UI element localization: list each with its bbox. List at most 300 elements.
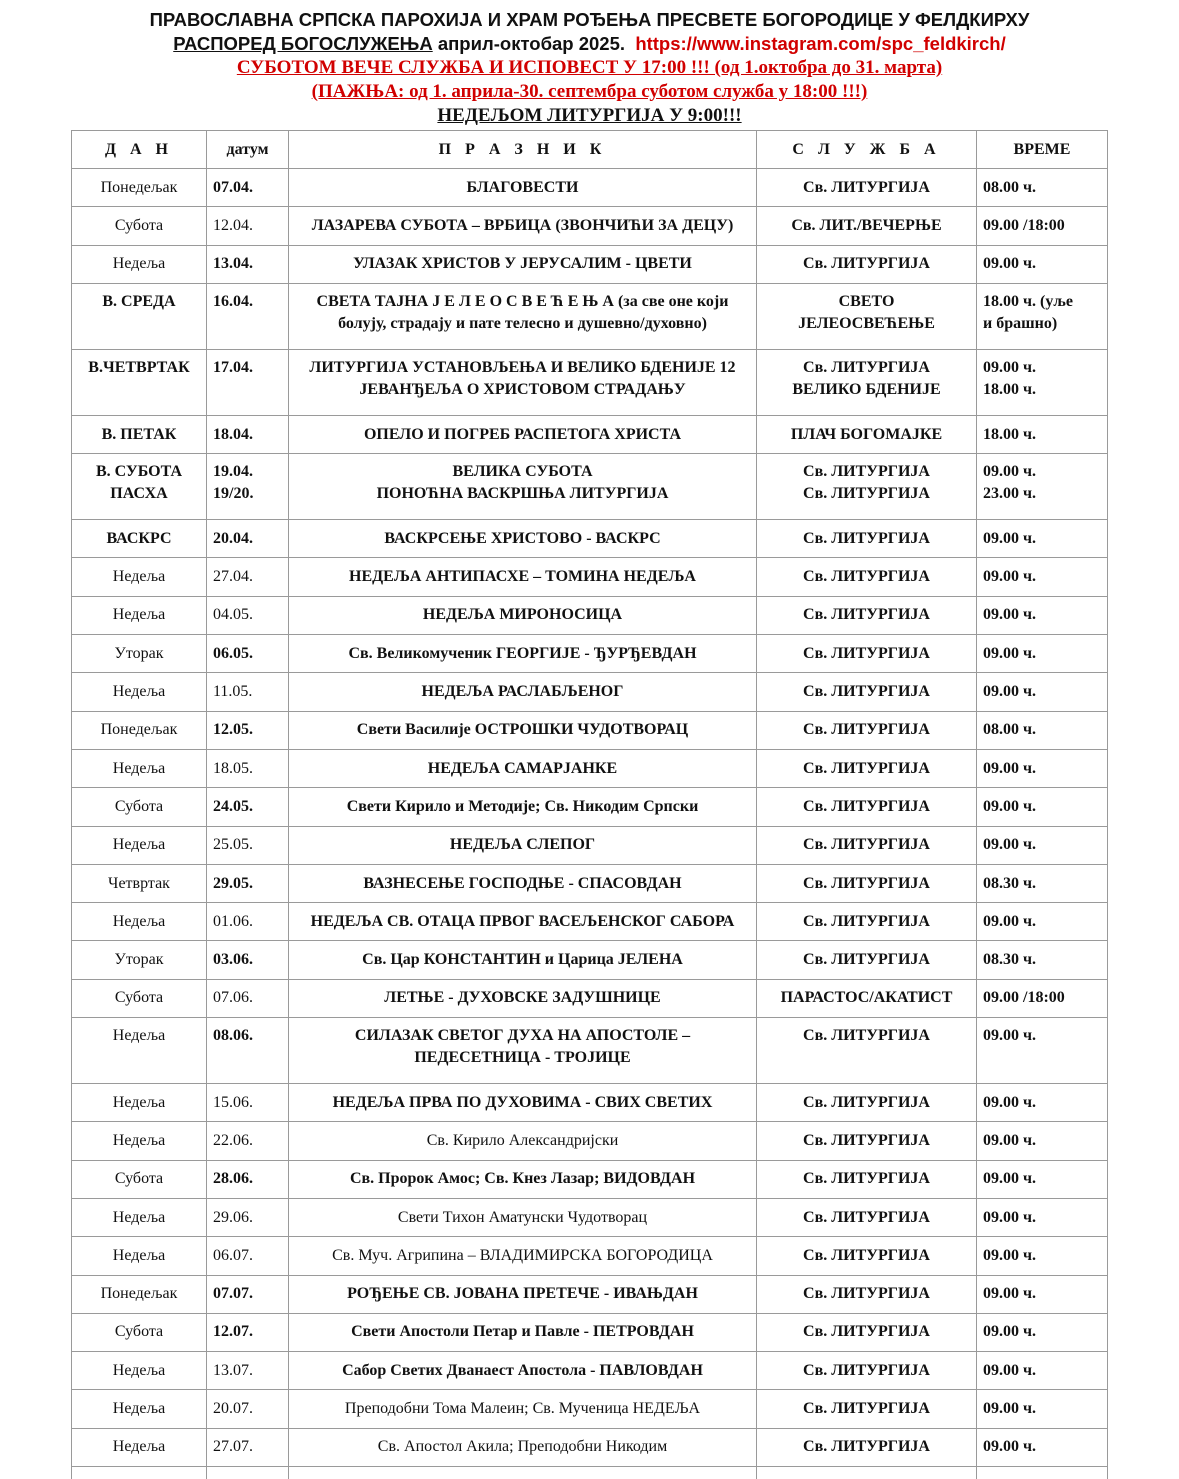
day-cell xyxy=(72,788,207,826)
date-cell xyxy=(207,635,289,673)
feast-cell xyxy=(289,1390,757,1428)
service-cell xyxy=(757,245,977,283)
time-cell-text: 09.00 /18:00 xyxy=(983,215,1101,237)
feast-cell xyxy=(289,283,757,349)
feast-cell xyxy=(289,749,757,787)
table-row xyxy=(72,207,1108,245)
feast-cell-text: Свети Василије ОСТРОШКИ ЧУДОТВОРАЦ xyxy=(295,719,750,741)
feast-cell xyxy=(289,596,757,634)
time-cell xyxy=(977,1390,1108,1428)
day-cell-text: ПАСХА xyxy=(78,483,200,505)
service-cell-text: ВЕЛИКО БДЕНИЈЕ xyxy=(763,379,970,401)
service-cell-text: Св. ЛИТУРГИЈА xyxy=(763,461,970,483)
table-row-partial xyxy=(72,1467,1108,1479)
service-cell xyxy=(757,788,977,826)
time-cell xyxy=(977,903,1108,941)
service-cell xyxy=(757,711,977,749)
table-row xyxy=(72,169,1108,207)
service-cell-text: Св. ЛИТУРГИЈА xyxy=(763,681,970,703)
table-row xyxy=(72,1018,1108,1084)
header-time: ВРЕМЕ xyxy=(977,131,1108,169)
date-cell-text: 17.04. xyxy=(213,357,282,379)
empty-cell xyxy=(977,1467,1108,1479)
feast-cell-text: Св. Муч. Агрипина – ВЛАДИМИРСКА БОГОРОДИЦА xyxy=(295,1245,750,1267)
service-cell xyxy=(757,1160,977,1198)
day-cell xyxy=(72,596,207,634)
service-cell xyxy=(757,1428,977,1466)
service-cell xyxy=(757,1018,977,1084)
time-cell-text: 09.00 ч. xyxy=(983,1245,1101,1267)
date-cell xyxy=(207,520,289,558)
date-cell-text: 20.07. xyxy=(213,1398,282,1420)
time-cell-text: 09.00 ч. xyxy=(983,528,1101,550)
table-row xyxy=(72,1237,1108,1275)
service-cell xyxy=(757,1313,977,1351)
date-cell-text: 07.06. xyxy=(213,987,282,1009)
feast-cell-text: Св. Пророк Амос; Св. Кнез Лазар; ВИДОВДАН xyxy=(295,1168,750,1190)
date-cell-text: 12.07. xyxy=(213,1321,282,1343)
date-cell-text: 27.07. xyxy=(213,1436,282,1458)
feast-cell xyxy=(289,245,757,283)
feast-cell-text: ПЕДЕСЕТНИЦА - ТРОЈИЦЕ xyxy=(295,1047,750,1069)
service-cell xyxy=(757,1275,977,1313)
feast-cell xyxy=(289,558,757,596)
time-cell xyxy=(977,349,1108,415)
time-cell xyxy=(977,864,1108,902)
table-row xyxy=(72,749,1108,787)
service-cell xyxy=(757,864,977,902)
service-cell-text: Св. ЛИТУРГИЈА xyxy=(763,758,970,780)
date-cell-text: 16.04. xyxy=(213,291,282,313)
day-cell-text: Четвртак xyxy=(78,873,200,895)
day-cell xyxy=(72,979,207,1017)
service-cell-text: Св. ЛИТУРГИЈА xyxy=(763,643,970,665)
day-cell-text: Недеља xyxy=(78,758,200,780)
date-cell xyxy=(207,1237,289,1275)
feast-cell-text: ВЕЛИКА СУБОТА xyxy=(295,461,750,483)
service-cell xyxy=(757,1237,977,1275)
time-cell xyxy=(977,788,1108,826)
day-cell-text: Недеља xyxy=(78,566,200,588)
feast-cell xyxy=(289,711,757,749)
service-cell-text: Св. ЛИТУРГИЈА xyxy=(763,1245,970,1267)
instagram-link[interactable]: https://www.instagram.com/spc_feldkirch/ xyxy=(635,33,1005,54)
feast-cell xyxy=(289,979,757,1017)
date-cell xyxy=(207,749,289,787)
service-cell xyxy=(757,979,977,1017)
day-cell-text: Недеља xyxy=(78,1130,200,1152)
table-row xyxy=(72,1313,1108,1351)
date-cell-text: 19.04. xyxy=(213,461,282,483)
time-cell xyxy=(977,941,1108,979)
service-cell-text: Св. ЛИТУРГИЈА xyxy=(763,1436,970,1458)
feast-cell-text: ЈЕВАНЂЕЉА О ХРИСТОВОМ СТРАДАЊУ xyxy=(295,379,750,401)
service-cell-text: Св. ЛИТУРГИЈА xyxy=(763,1321,970,1343)
service-cell-text: Св. ЛИТУРГИЈА xyxy=(763,604,970,626)
service-cell-text: Св. ЛИТУРГИЈА xyxy=(763,834,970,856)
date-cell xyxy=(207,941,289,979)
service-cell-text: Св. ЛИТУРГИЈА xyxy=(763,177,970,199)
day-cell xyxy=(72,1084,207,1122)
day-cell-text: Недеља xyxy=(78,681,200,703)
service-cell-text: ПЛАЧ БОГОМАЈКЕ xyxy=(763,424,970,446)
day-cell xyxy=(72,1390,207,1428)
time-cell-text: 09.00 ч. xyxy=(983,796,1101,818)
table-row xyxy=(72,283,1108,349)
day-cell-text: Недеља xyxy=(78,911,200,933)
time-cell-text: 08.30 ч. xyxy=(983,873,1101,895)
day-cell-text: Понедељак xyxy=(78,177,200,199)
schedule-title: РАСПОРЕД БОГОСЛУЖЕЊА xyxy=(173,33,432,54)
table-row xyxy=(72,1084,1108,1122)
feast-cell-text: ОПЕЛО И ПОГРЕБ РАСПЕТОГА ХРИСТА xyxy=(295,424,750,446)
date-cell-text: 13.04. xyxy=(213,253,282,275)
service-cell xyxy=(757,1390,977,1428)
day-cell xyxy=(72,1428,207,1466)
day-cell-text: Недеља xyxy=(78,1207,200,1229)
feast-cell-text: НЕДЕЉА СВ. ОТАЦА ПРВОГ ВАСЕЉЕНСКОГ САБОРА xyxy=(295,911,750,933)
day-cell-text: Субота xyxy=(78,1321,200,1343)
saturday-evening-notice: СУБОТОМ ВЕЧЕ СЛУЖБА И ИСПОВЕСТ У 17:00 !!! (од 1.октобра до 31. марта) xyxy=(0,56,1179,80)
service-cell-text: Св. ЛИТУРГИЈА xyxy=(763,357,970,379)
service-cell-text: СВЕТО xyxy=(763,291,970,313)
service-cell-text: Св. ЛИТУРГИЈА xyxy=(763,911,970,933)
table-row xyxy=(72,1275,1108,1313)
table-row xyxy=(72,635,1108,673)
date-cell-text: 13.07. xyxy=(213,1360,282,1382)
date-cell xyxy=(207,596,289,634)
service-cell xyxy=(757,749,977,787)
time-cell xyxy=(977,711,1108,749)
table-row xyxy=(72,941,1108,979)
service-cell-text: Св. ЛИТУРГИЈА xyxy=(763,873,970,895)
service-cell-text: Св. ЛИТУРГИЈА xyxy=(763,1207,970,1229)
feast-cell-text: Свети Апостоли Петар и Павле - ПЕТРОВДАН xyxy=(295,1321,750,1343)
day-cell xyxy=(72,711,207,749)
feast-cell xyxy=(289,1275,757,1313)
feast-cell-text: НЕДЕЉА МИРОНОСИЦА xyxy=(295,604,750,626)
day-cell-text: Недеља xyxy=(78,1360,200,1382)
service-cell-text: Св. ЛИТУРГИЈА xyxy=(763,796,970,818)
day-cell xyxy=(72,1018,207,1084)
day-cell-text: Недеља xyxy=(78,1092,200,1114)
time-cell xyxy=(977,415,1108,453)
service-cell-text: Св. ЛИТУРГИЈА xyxy=(763,1130,970,1152)
feast-cell xyxy=(289,864,757,902)
feast-cell-text: НЕДЕЉА РАСЛАБЉЕНОГ xyxy=(295,681,750,703)
time-cell xyxy=(977,454,1108,520)
feast-cell-text: НЕДЕЉА ПРВА ПО ДУХОВИМА - СВИХ СВЕТИХ xyxy=(295,1092,750,1114)
service-cell-text: Св. ЛИТУРГИЈА xyxy=(763,566,970,588)
date-cell xyxy=(207,1313,289,1351)
feast-cell-text: болују, страдају и пате телесно и душевно/духовно) xyxy=(295,313,750,335)
time-cell xyxy=(977,283,1108,349)
time-cell xyxy=(977,245,1108,283)
time-cell xyxy=(977,596,1108,634)
time-cell xyxy=(977,1352,1108,1390)
feast-cell xyxy=(289,207,757,245)
time-cell-text: и брашно) xyxy=(983,313,1101,335)
date-cell xyxy=(207,283,289,349)
date-cell-text: 24.05. xyxy=(213,796,282,818)
day-cell xyxy=(72,1275,207,1313)
day-cell xyxy=(72,635,207,673)
empty-cell xyxy=(757,1467,977,1479)
feast-cell-text: УЛАЗАК ХРИСТОВ У ЈЕРУСАЛИМ - ЦВЕТИ xyxy=(295,253,750,275)
time-cell-text: 18.00 ч. xyxy=(983,424,1101,446)
day-cell-text: Уторак xyxy=(78,643,200,665)
schedule-rows xyxy=(72,169,1108,1479)
date-cell xyxy=(207,1352,289,1390)
time-cell xyxy=(977,1084,1108,1122)
time-cell xyxy=(977,826,1108,864)
time-cell-text: 09.00 ч. xyxy=(983,1092,1101,1114)
feast-cell xyxy=(289,1122,757,1160)
service-cell-text: Св. ЛИТУРГИЈА xyxy=(763,253,970,275)
parish-title: ПРАВОСЛАВНА СРПСКА ПАРОХИЈА И ХРАМ РОЂЕЊА ПРЕСВЕТЕ БОГОРОДИЦЕ У ФЕЛДКИРХУ xyxy=(0,8,1179,32)
feast-cell-text: Св. Цар КОНСТАНТИН и Царица ЈЕЛЕНА xyxy=(295,949,750,971)
date-cell xyxy=(207,349,289,415)
feast-cell xyxy=(289,1313,757,1351)
feast-cell-text: СИЛАЗАК СВЕТОГ ДУХА НА АПОСТОЛЕ – xyxy=(295,1025,750,1047)
service-cell-text: Св. ЛИТУРГИЈА xyxy=(763,1025,970,1047)
time-cell xyxy=(977,1160,1108,1198)
date-cell xyxy=(207,788,289,826)
time-cell-text: 09.00 ч. xyxy=(983,758,1101,780)
feast-cell xyxy=(289,415,757,453)
time-cell-text: 09.00 ч. xyxy=(983,911,1101,933)
feast-cell xyxy=(289,169,757,207)
service-cell-text: Св. ЛИТУРГИЈА xyxy=(763,1283,970,1305)
service-cell xyxy=(757,207,977,245)
day-cell-text: Недеља xyxy=(78,1398,200,1420)
time-cell-text: 09.00 ч. xyxy=(983,834,1101,856)
table-row xyxy=(72,245,1108,283)
table-row xyxy=(72,864,1108,902)
date-cell-text: 07.04. xyxy=(213,177,282,199)
feast-cell xyxy=(289,903,757,941)
date-cell xyxy=(207,1084,289,1122)
time-cell xyxy=(977,1313,1108,1351)
date-cell xyxy=(207,454,289,520)
day-cell xyxy=(72,558,207,596)
feast-cell-text: ВАСКРСЕЊЕ ХРИСТОВО - ВАСКРС xyxy=(295,528,750,550)
day-cell-text: В.ЧЕТВРТАК xyxy=(78,357,200,379)
time-cell xyxy=(977,1122,1108,1160)
time-cell xyxy=(977,749,1108,787)
date-cell xyxy=(207,673,289,711)
time-cell-text: 09.00 ч. xyxy=(983,1207,1101,1229)
day-cell xyxy=(72,1198,207,1236)
time-cell-text: 09.00 ч. xyxy=(983,357,1101,379)
date-cell-text: 28.06. xyxy=(213,1168,282,1190)
table-row xyxy=(72,349,1108,415)
date-cell xyxy=(207,903,289,941)
time-cell xyxy=(977,558,1108,596)
time-cell-text: 09.00 ч. xyxy=(983,1130,1101,1152)
service-cell-text: ПАРАСТОС/АКАТИСТ xyxy=(763,987,970,1009)
date-cell-text: 01.06. xyxy=(213,911,282,933)
date-cell-text: 15.06. xyxy=(213,1092,282,1114)
date-cell xyxy=(207,864,289,902)
service-cell xyxy=(757,415,977,453)
schedule-period: април-октобар 2025. xyxy=(433,33,625,54)
table-row xyxy=(72,826,1108,864)
table-row xyxy=(72,596,1108,634)
table-row xyxy=(72,520,1108,558)
feast-cell xyxy=(289,941,757,979)
date-cell xyxy=(207,415,289,453)
time-cell-text: 18.00 ч. (уље xyxy=(983,291,1101,313)
date-cell xyxy=(207,1198,289,1236)
time-cell-text: 09.00 ч. xyxy=(983,1321,1101,1343)
feast-cell xyxy=(289,454,757,520)
service-cell-text: Св. ЛИТУРГИЈА xyxy=(763,483,970,505)
day-cell xyxy=(72,283,207,349)
time-cell-text: 09.00 ч. xyxy=(983,1283,1101,1305)
date-cell-text: 06.07. xyxy=(213,1245,282,1267)
feast-cell-text: ЛЕТЊЕ - ДУХОВСКЕ ЗАДУШНИЦЕ xyxy=(295,987,750,1009)
service-cell xyxy=(757,596,977,634)
date-cell-text: 20.04. xyxy=(213,528,282,550)
day-cell xyxy=(72,1352,207,1390)
service-cell xyxy=(757,1198,977,1236)
day-cell-text: Недеља xyxy=(78,1436,200,1458)
date-cell xyxy=(207,169,289,207)
header-day: Д А Н xyxy=(72,131,207,169)
table-row xyxy=(72,1122,1108,1160)
time-cell-text: 08.00 ч. xyxy=(983,177,1101,199)
date-cell-text: 18.04. xyxy=(213,424,282,446)
header-date: датум xyxy=(207,131,289,169)
time-cell xyxy=(977,1018,1108,1084)
table-row xyxy=(72,558,1108,596)
service-cell-text: Св. ЛИТУРГИЈА xyxy=(763,528,970,550)
day-cell-text: В. СРЕДА xyxy=(78,291,200,313)
table-row xyxy=(72,673,1108,711)
feast-cell-text: СВЕТА ТАЈНА Ј Е Л Е О С В Е Ћ Е Њ А (за све оне који xyxy=(295,291,750,313)
feast-cell-text: ВАЗНЕСЕЊЕ ГОСПОДЊЕ - СПАСОВДАН xyxy=(295,873,750,895)
time-cell xyxy=(977,1198,1108,1236)
time-cell-text: 08.00 ч. xyxy=(983,719,1101,741)
feast-cell xyxy=(289,1160,757,1198)
service-cell xyxy=(757,673,977,711)
service-cell xyxy=(757,283,977,349)
time-cell-text: 09.00 ч. xyxy=(983,681,1101,703)
day-cell xyxy=(72,941,207,979)
time-cell xyxy=(977,635,1108,673)
day-cell-text: Субота xyxy=(78,215,200,237)
service-cell-text: Св. ЛИТУРГИЈА xyxy=(763,719,970,741)
table-row xyxy=(72,979,1108,1017)
time-cell xyxy=(977,1237,1108,1275)
service-cell-text: Св. ЛИТУРГИЈА xyxy=(763,949,970,971)
time-cell xyxy=(977,169,1108,207)
service-cell xyxy=(757,1084,977,1122)
feast-cell-text: НЕДЕЉА СЛЕПОГ xyxy=(295,834,750,856)
service-cell xyxy=(757,349,977,415)
feast-cell-text: Св. Апостол Акила; Преподобни Никодим xyxy=(295,1436,750,1458)
date-cell-text: 03.06. xyxy=(213,949,282,971)
time-cell-text: 09.00 ч. xyxy=(983,643,1101,665)
day-cell-text: Недеља xyxy=(78,604,200,626)
time-cell xyxy=(977,979,1108,1017)
date-cell-text: 27.04. xyxy=(213,566,282,588)
day-cell xyxy=(72,673,207,711)
feast-cell-text: НЕДЕЉА АНТИПАСХЕ – ТОМИНА НЕДЕЉА xyxy=(295,566,750,588)
date-cell xyxy=(207,711,289,749)
day-cell-text: Недеља xyxy=(78,253,200,275)
date-cell xyxy=(207,1122,289,1160)
day-cell xyxy=(72,1237,207,1275)
service-cell-text: Св. ЛИТУРГИЈА xyxy=(763,1168,970,1190)
time-cell-text: 08.30 ч. xyxy=(983,949,1101,971)
time-cell xyxy=(977,1275,1108,1313)
service-cell-text: Св. ЛИТУРГИЈА xyxy=(763,1360,970,1382)
table-row xyxy=(72,415,1108,453)
day-cell xyxy=(72,826,207,864)
day-cell-text: Понедељак xyxy=(78,1283,200,1305)
document-header xyxy=(0,0,1179,128)
date-cell-text: 07.07. xyxy=(213,1283,282,1305)
day-cell-text: В. СУБОТА xyxy=(78,461,200,483)
time-cell-text: 09.00 ч. xyxy=(983,566,1101,588)
day-cell-text: Понедељак xyxy=(78,719,200,741)
feast-cell xyxy=(289,1237,757,1275)
service-cell-text: Св. ЛИТУРГИЈА xyxy=(763,1092,970,1114)
service-cell xyxy=(757,1352,977,1390)
service-cell-text: ЈЕЛЕОСВЕЋЕЊЕ xyxy=(763,313,970,335)
time-cell-text: 23.00 ч. xyxy=(983,483,1101,505)
date-cell xyxy=(207,1160,289,1198)
service-cell xyxy=(757,635,977,673)
time-cell xyxy=(977,1428,1108,1466)
time-cell-text: 09.00 ч. xyxy=(983,461,1101,483)
table-row xyxy=(72,1390,1108,1428)
date-cell xyxy=(207,1018,289,1084)
day-cell-text: Субота xyxy=(78,1168,200,1190)
day-cell xyxy=(72,749,207,787)
date-cell-text: 29.05. xyxy=(213,873,282,895)
service-cell-text: Св. ЛИТ./ВЕЧЕРЊЕ xyxy=(763,215,970,237)
time-cell-text: 09.00 ч. xyxy=(983,1025,1101,1047)
feast-cell-text: Св. Великомученик ГЕОРГИЈЕ - ЂУРЂЕВДАН xyxy=(295,643,750,665)
table-row xyxy=(72,788,1108,826)
date-cell-text: 11.05. xyxy=(213,681,282,703)
feast-cell-text: Сабор Светих Дванаест Апостола - ПАВЛОВДАН xyxy=(295,1360,750,1382)
day-cell-text: ВАСКРС xyxy=(78,528,200,550)
service-cell xyxy=(757,941,977,979)
feast-cell-text: РОЂЕЊЕ СВ. ЈОВАНА ПРЕТЕЧЕ - ИВАЊДАН xyxy=(295,1283,750,1305)
day-cell xyxy=(72,1160,207,1198)
feast-cell xyxy=(289,673,757,711)
table-row xyxy=(72,1352,1108,1390)
service-cell xyxy=(757,558,977,596)
service-cell xyxy=(757,1122,977,1160)
service-cell-text: Св. ЛИТУРГИЈА xyxy=(763,1398,970,1420)
feast-cell-text: ЛИТУРГИЈА УСТАНОВЉЕЊА И ВЕЛИКО БДЕНИЈЕ 12 xyxy=(295,357,750,379)
date-cell xyxy=(207,558,289,596)
time-cell-text: 09.00 ч. xyxy=(983,253,1101,275)
day-cell-text: Субота xyxy=(78,796,200,818)
feast-cell xyxy=(289,1018,757,1084)
service-cell xyxy=(757,454,977,520)
feast-cell-text: ПОНОЋНА ВАСКРШЊА ЛИТУРГИЈА xyxy=(295,483,750,505)
table-row xyxy=(72,454,1108,520)
day-cell xyxy=(72,864,207,902)
day-cell xyxy=(72,415,207,453)
day-cell-text: Недеља xyxy=(78,1245,200,1267)
